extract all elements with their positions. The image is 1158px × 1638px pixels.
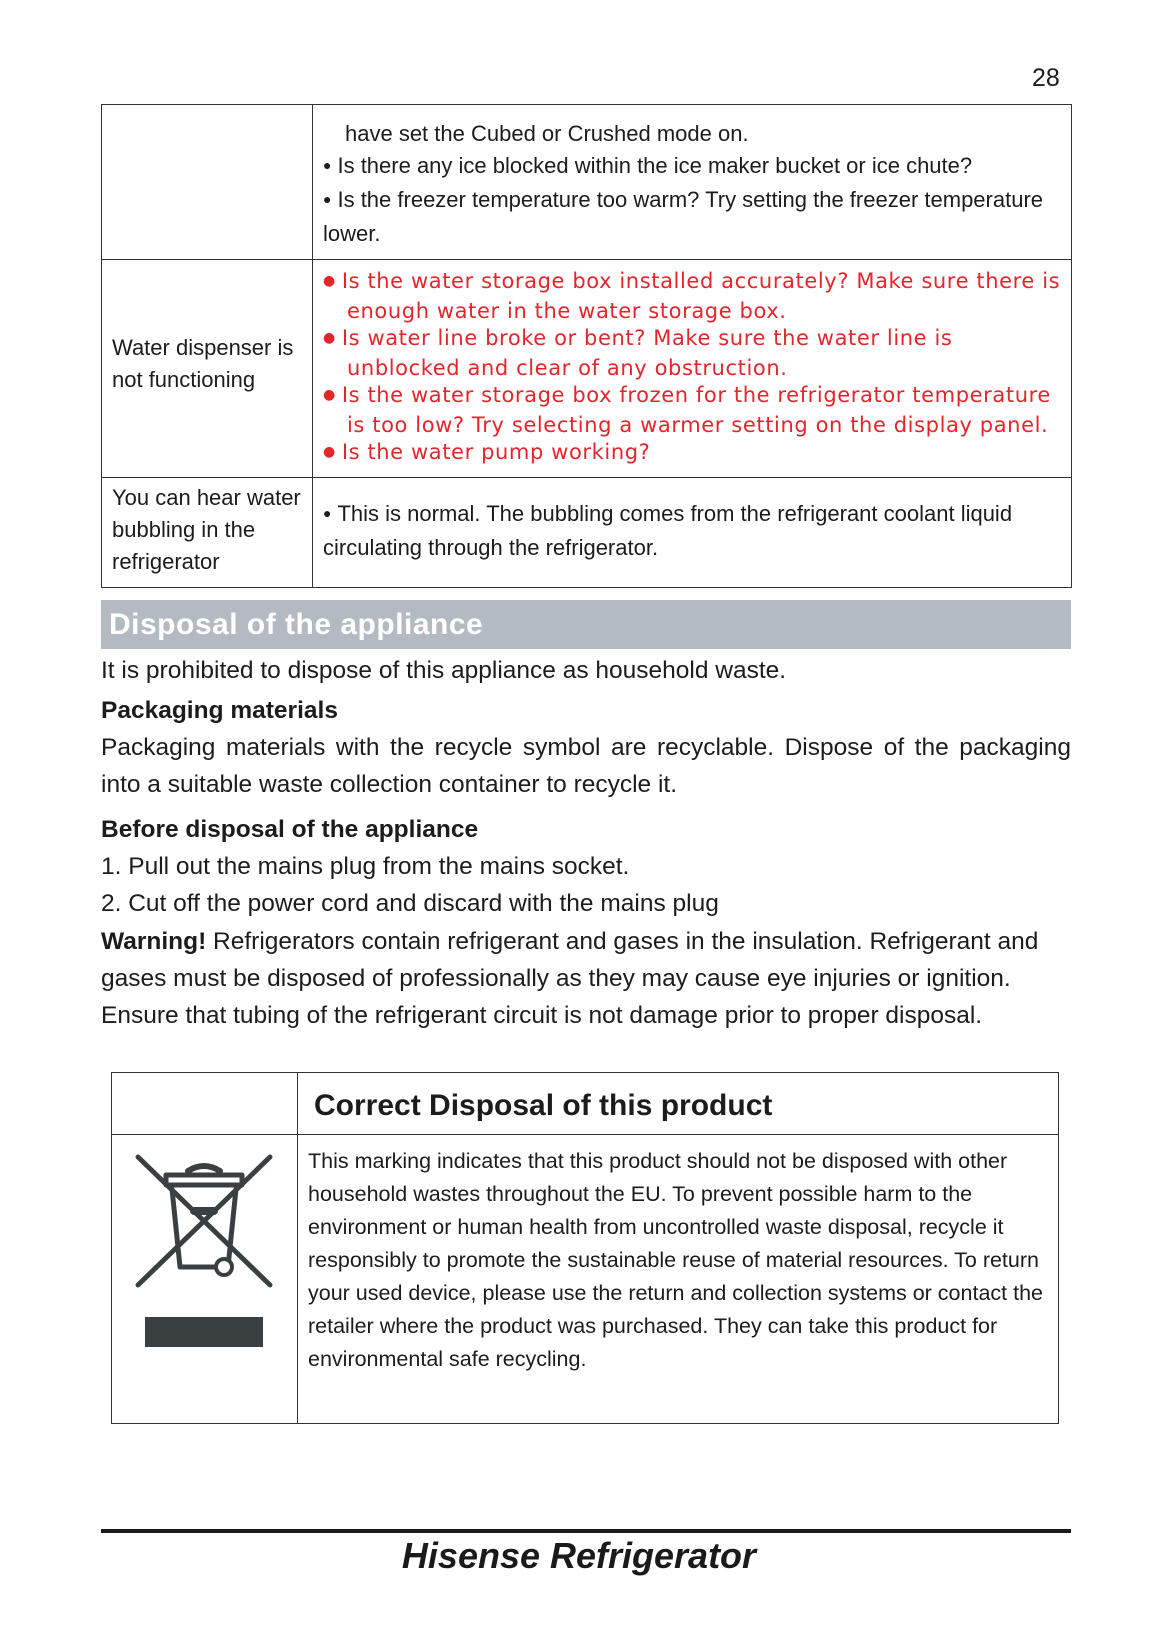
footer-divider [101, 1529, 1071, 1533]
step-item: 1. Pull out the mains plug from the mains socket. [101, 853, 630, 880]
problem-text: You can hear water bubbling in the refrigerator [112, 485, 301, 574]
solution-item [323, 439, 1061, 469]
problem-cell [102, 105, 313, 260]
solution-item [323, 268, 1061, 325]
bullet-icon [323, 326, 342, 350]
packaging-paragraph: Packaging materials with the recycle symbol are recyclable. Dispose of the packaging into a suitable waste collection container to recycle it. [101, 734, 1071, 798]
solution-line-text: Is there any ice blocked within the ice maker bucket or ice chute? [337, 153, 973, 178]
solution-item [323, 382, 1061, 439]
problem-text: Water dispenser is not functioning [112, 335, 294, 392]
solution-cell [313, 105, 1072, 260]
solution-line [323, 150, 1061, 184]
problem-cell [102, 260, 313, 478]
solution-item-text: Is the water storage box installed accurately? Make sure there is enough water in the water storage box. [341, 269, 1061, 323]
solution-item-text: Is the water storage box frozen for the refrigerator temperature is too low? Try selecting a warmer setting on the display panel. [341, 383, 1051, 437]
problem-text [102, 105, 312, 126]
solution-text: This is normal. The bubbling comes from the refrigerant coolant liquid circulating through the refrigerator. [323, 501, 1013, 560]
weee-table [111, 1072, 1059, 1424]
solution-cell [313, 478, 1072, 588]
weee-title: Correct Disposal of this product [298, 1073, 1059, 1135]
solution-cell [313, 260, 1072, 478]
bullet-icon [323, 383, 342, 407]
bullet-icon [323, 269, 342, 293]
prohibit-paragraph: It is prohibited to dispose of this appliance as household waste. [101, 657, 787, 684]
solution-line [323, 184, 1061, 250]
packaging-heading: Packaging materials [101, 697, 338, 724]
problem-cell [102, 478, 313, 588]
warning-paragraph [101, 923, 1071, 1034]
crossed-out-wheelie-bin-icon [134, 1149, 274, 1359]
solution-line-text: Is the freezer temperature too warm? Try setting the freezer temperature lower. [323, 187, 1044, 246]
step-item: 2. Cut off the power cord and discard with the mains plug [101, 890, 719, 917]
before-disposal-heading: Before disposal of the appliance [101, 816, 479, 843]
disposal-steps [101, 848, 1071, 922]
bullet-icon [323, 440, 342, 464]
bullet-icon [323, 187, 337, 212]
bullet-icon [323, 501, 337, 526]
solution-line: have set the Cubed or Crushed mode on. [345, 121, 749, 146]
table-row [112, 1073, 1059, 1135]
table-row [102, 478, 1072, 588]
troubleshooting-table [101, 104, 1072, 588]
warning-text: Refrigerators contain refrigerant and gases in the insulation. Refrigerant and gases must be disposed of professionally as they may cause eye injuries or ignition. Ensure that tubing of the refrigerant circuit is not damage prior to proper disposal. [101, 928, 1039, 1029]
solution-item [323, 325, 1061, 382]
bullet-icon [323, 153, 337, 178]
warning-label: Warning! [101, 928, 207, 955]
solution-item-text: Is water line broke or bent? Make sure the water line is unblocked and clear of any obstruction. [341, 326, 953, 380]
page-number: 28 [1032, 64, 1060, 92]
weee-text: This marking indicates that this product should not be disposed with other household wastes throughout the EU. To prevent possible harm to the environment or human health from uncontrolled waste disposal, recycle it responsibly to promote the sustainable reuse of material resources. To return your used device, please use the return and collection systems or contact the retailer where the product was purchased. They can take this product for environmental safe recycling. [298, 1135, 1059, 1424]
table-row [112, 1135, 1059, 1424]
solution-item-text: Is the water pump working? [341, 440, 651, 464]
footer-brand: Hisense Refrigerator [401, 1535, 757, 1576]
section-heading-disposal: Disposal of the appliance [101, 600, 1071, 649]
table-row [102, 105, 1072, 260]
table-row [102, 260, 1072, 478]
